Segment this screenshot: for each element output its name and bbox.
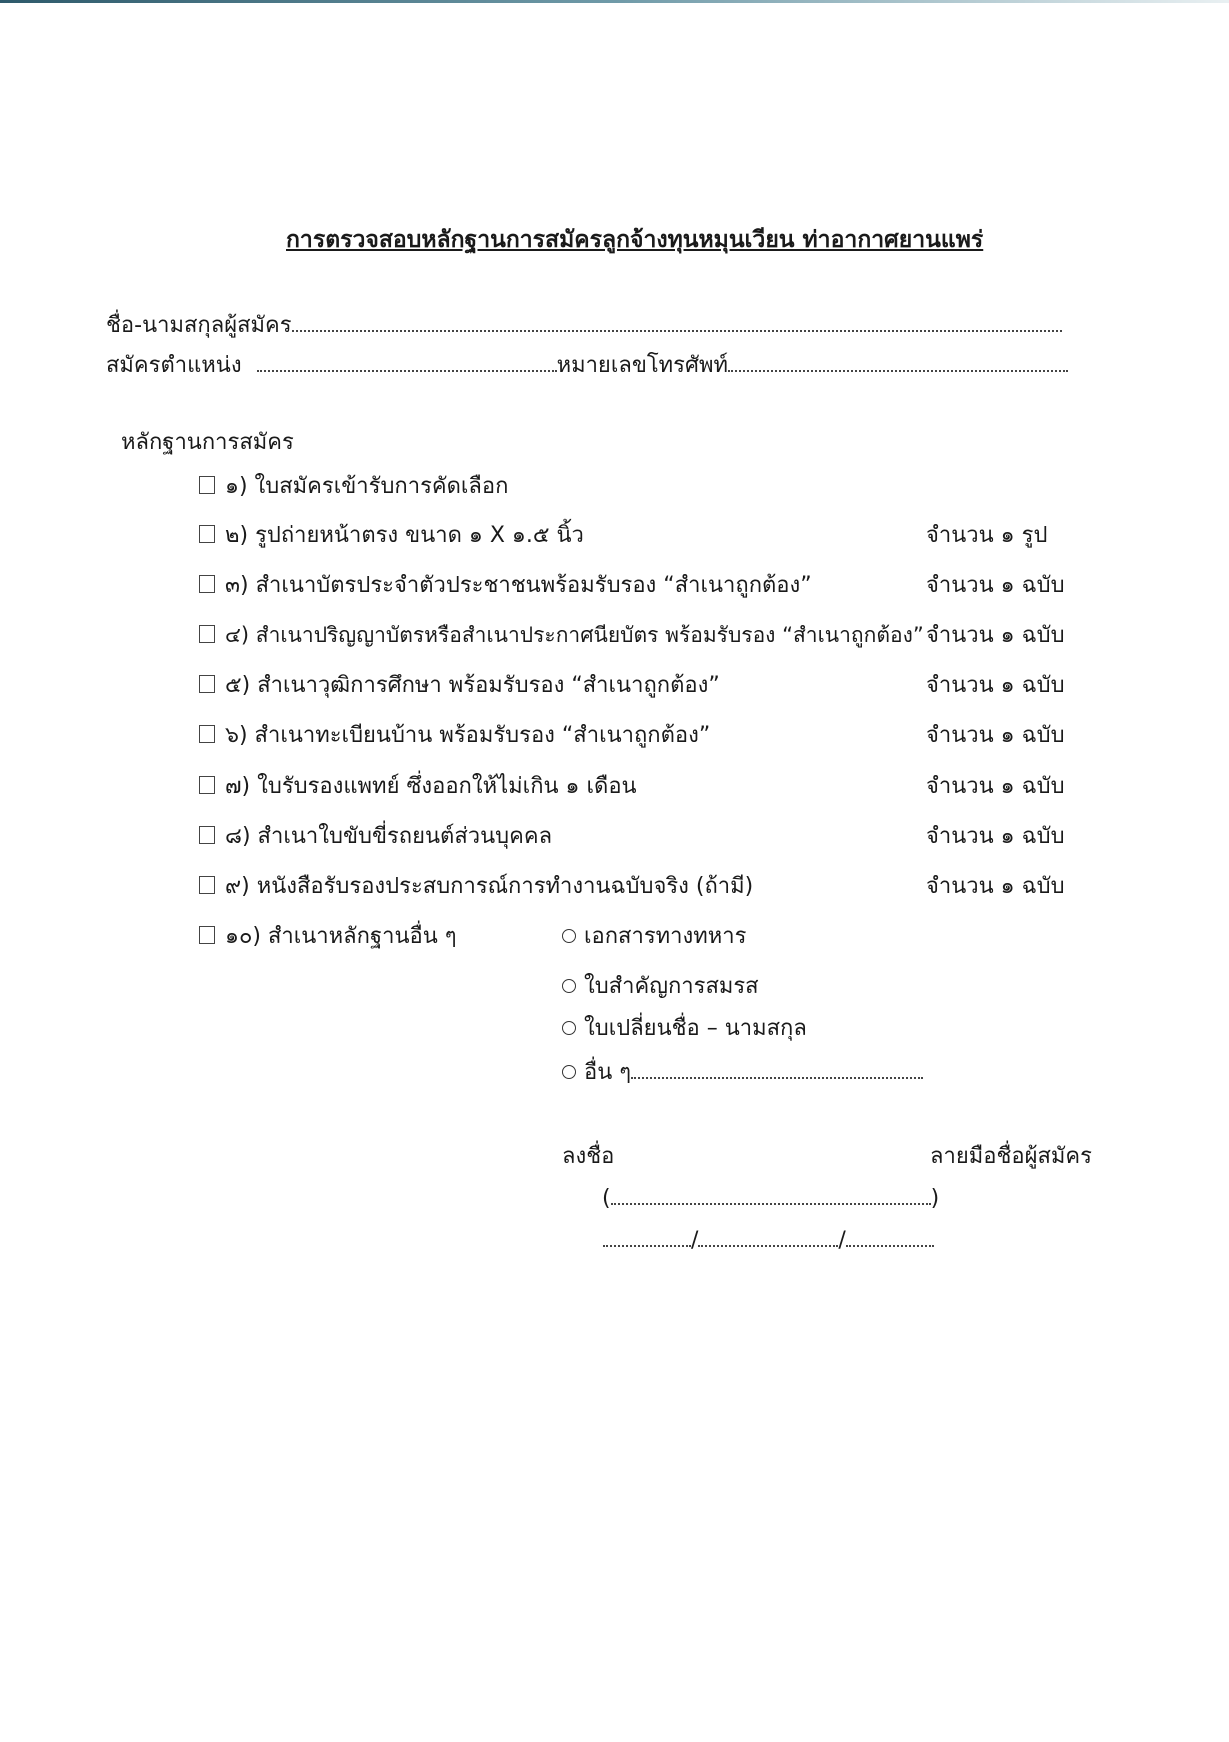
checklist-item [199,575,812,597]
item-qty: จำนวน ๑ ฉบับ [926,723,1065,748]
item-text: ๖) สำเนาทะเบียนบ้าน พร้อมรับรอง “สำเนาถูกต้อง” [225,723,711,748]
item-text: ๔) สำเนาปริญญาบัตรหรือสำเนาประกาศนียบัตร พร้อมรับรอง “สำเนาถูกต้อง” [225,623,924,647]
document-title: การตรวจสอบหลักฐานการสมัครลูกจ้างทุนหมุนเวียน ท่าอากาศยานแพร่ [286,227,984,253]
name-field[interactable] [292,330,1062,332]
checklist-item [199,725,710,747]
checkbox[interactable] [199,776,215,794]
printed-name-line [602,1188,939,1210]
item-qty: จำนวน ๑ ฉบับ [926,573,1065,598]
item-text: ๘) สำเนาใบขับขี่รถยนต์ส่วนบุคคล [225,824,553,849]
checkbox[interactable] [199,725,215,743]
date-slash: / [691,1228,699,1253]
open-paren: ( [602,1186,611,1211]
printed-name-field[interactable] [611,1203,931,1205]
scan-edge [0,0,1229,3]
name-row [106,315,1062,337]
checkbox[interactable] [199,525,215,543]
position-label: สมัครตำแหน่ง [106,353,242,378]
item-text: ๕) สำเนาวุฒิการศึกษา พร้อมรับรอง “สำเนาถูกต้อง” [225,673,720,698]
radio-circle[interactable] [562,1021,576,1035]
item-qty: จำนวน ๑ ฉบับ [926,673,1065,698]
year-field[interactable] [846,1245,934,1247]
checklist-item [199,476,508,498]
other-field[interactable] [631,1077,923,1079]
date-slash: / [838,1228,846,1253]
option-other [562,1062,923,1084]
item-qty: จำนวน ๑ ฉบับ [926,623,1065,648]
item-text: ๒) รูปถ่ายหน้าตรง ขนาด ๑ X ๑.๕ นิ้ว [225,523,584,548]
radio-circle[interactable] [562,1065,576,1079]
checkbox[interactable] [199,926,215,944]
checkbox[interactable] [199,675,215,693]
checkbox[interactable] [199,876,215,894]
checklist-item [199,776,637,798]
item-text: ๗) ใบรับรองแพทย์ ซึ่งออกให้ไม่เกิน ๑ เดือน [225,774,637,799]
checklist-item [199,826,552,848]
checklist-item [199,926,457,948]
checkbox[interactable] [199,575,215,593]
item-qty: จำนวน ๑ รูป [926,523,1048,548]
radio-circle[interactable] [562,929,576,943]
option-label: ใบเปลี่ยนชื่อ – นามสกุล [584,1016,807,1041]
date-line [603,1230,934,1252]
item-text: ๑๐) สำเนาหลักฐานอื่น ๆ [225,924,457,949]
close-paren: ) [930,1186,940,1211]
item-text: ๙) หนังสือรับรองประสบการณ์การทำงานฉบับจริง (ถ้ามี) [225,874,754,899]
checklist-item [199,876,753,898]
item-text: ๓) สำเนาบัตรประจำตัวประชาชนพร้อมรับรอง “สำเนาถูกต้อง” [225,573,812,598]
name-label: ชื่อ-นามสกุลผู้สมัคร [106,313,292,338]
day-field[interactable] [603,1245,691,1247]
checklist-item [199,525,584,547]
phone-label: หมายเลขโทรศัพท์ [556,353,728,378]
item-qty: จำนวน ๑ ฉบับ [926,774,1065,799]
option-marriage-cert [562,976,759,998]
radio-circle[interactable] [562,979,576,993]
item-qty: จำนวน ๑ ฉบับ [926,824,1065,849]
checkbox[interactable] [199,476,215,494]
option-military-docs [562,926,746,948]
checkbox[interactable] [199,826,215,844]
item-qty: จำนวน ๑ ฉบับ [926,874,1065,899]
checklist-item [199,625,924,646]
position-row [106,355,1068,377]
section-label: หลักฐานการสมัคร [121,430,294,455]
sign-label: ลงชื่อ [562,1144,615,1169]
position-field[interactable] [257,370,557,372]
item-text: ๑) ใบสมัครเข้ารับการคัดเลือก [225,474,509,499]
month-field[interactable] [698,1245,838,1247]
phone-field[interactable] [728,370,1068,372]
checkbox[interactable] [199,625,215,643]
option-label: ใบสำคัญการสมรส [584,974,759,999]
checklist-item [199,675,720,697]
option-name-change [562,1018,807,1040]
option-label: อื่น ๆ [584,1060,632,1085]
applicant-signature-label: ลายมือชื่อผู้สมัคร [930,1144,1092,1169]
option-label: เอกสารทางทหาร [584,924,747,949]
